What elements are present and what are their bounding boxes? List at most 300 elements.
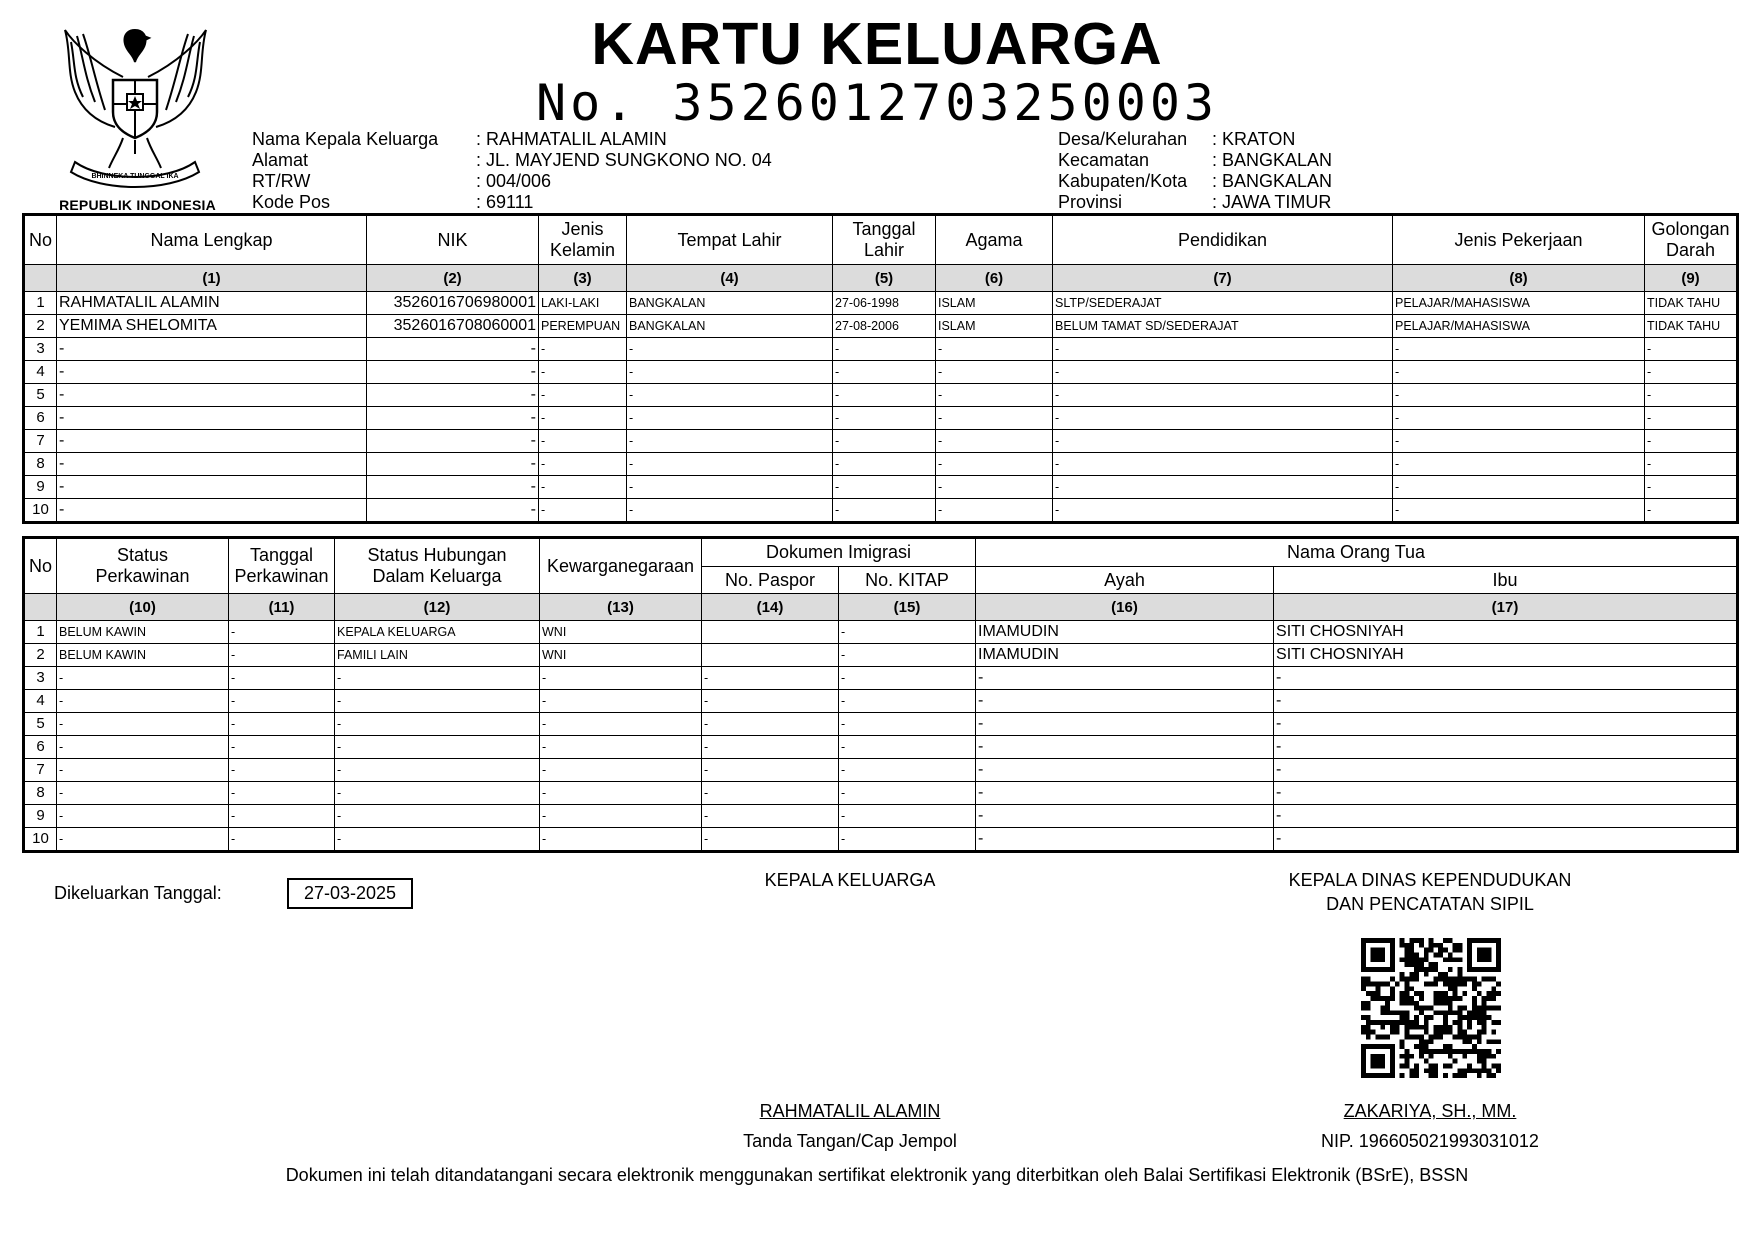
info-value: : 69111: [476, 192, 534, 212]
table-cell: -: [57, 667, 229, 690]
table-row: [24, 713, 1738, 736]
table-cell: -: [1274, 828, 1738, 852]
table-cell: -: [539, 384, 627, 407]
table-cell: -: [367, 499, 539, 523]
info-label: Alamat: [252, 150, 309, 170]
table-cell: -: [839, 736, 976, 759]
table1-number-row: [24, 265, 1738, 292]
table-cell: -: [976, 828, 1274, 852]
table-cell: -: [936, 453, 1053, 476]
col-kewarganegaraan: Kewarganegaraan: [540, 538, 702, 594]
table-cell: 7: [24, 759, 57, 782]
table-cell: TIDAK TAHU: [1645, 292, 1738, 315]
column-number: (11): [229, 594, 335, 621]
info-row: [252, 150, 772, 171]
table-cell: -: [627, 430, 833, 453]
table-cell: -: [1645, 361, 1738, 384]
table-row: [24, 621, 1738, 644]
table-cell: -: [627, 338, 833, 361]
table-cell: -: [229, 828, 335, 852]
column-number: (6): [936, 265, 1053, 292]
table-cell: -: [976, 690, 1274, 713]
table-cell: -: [229, 713, 335, 736]
table-cell: -: [57, 338, 367, 361]
col-jenis-kelamin: [539, 215, 627, 265]
info-value: : BANGKALAN: [1212, 171, 1333, 191]
table-cell: [702, 621, 839, 644]
table-cell: -: [839, 690, 976, 713]
col-ibu: Ibu: [1274, 567, 1738, 594]
header-line: Darah: [1665, 240, 1716, 260]
table-row: [24, 499, 1738, 523]
col-agama: Agama: [936, 215, 1053, 265]
table-row: [24, 453, 1738, 476]
table-cell: -: [57, 430, 367, 453]
table-cell: -: [229, 782, 335, 805]
qr-code-icon: [1361, 938, 1501, 1078]
table-cell: BELUM TAMAT SD/SEDERAJAT: [1053, 315, 1393, 338]
table-cell: -: [976, 713, 1274, 736]
table-cell: -: [57, 384, 367, 407]
column-number: (2): [367, 265, 539, 292]
table-cell: -: [229, 736, 335, 759]
table-cell: -: [1645, 430, 1738, 453]
info-value: : JL. MAYJEND SUNGKONO NO. 04: [476, 150, 772, 170]
table-cell: -: [335, 667, 540, 690]
table-cell: -: [335, 759, 540, 782]
table-cell: -: [627, 407, 833, 430]
table-row: [24, 690, 1738, 713]
table-cell: -: [702, 667, 839, 690]
header-line: Kelamin: [549, 240, 616, 260]
table-cell: -: [57, 453, 367, 476]
table-cell: -: [1053, 476, 1393, 499]
table-row: [24, 759, 1738, 782]
col-no: No: [24, 538, 57, 594]
table-cell: -: [540, 828, 702, 852]
table-cell: 2: [24, 644, 57, 667]
household-info-right: [1058, 129, 1332, 213]
table-cell: -: [627, 361, 833, 384]
dept-title-line: DAN PENCATATAN SIPIL: [1326, 894, 1534, 914]
column-number: (3): [539, 265, 627, 292]
family-members-table: [22, 213, 1739, 524]
table-cell: SLTP/SEDERAJAT: [1053, 292, 1393, 315]
col-tempat-lahir: Tempat Lahir: [627, 215, 833, 265]
table-cell: -: [1393, 476, 1645, 499]
table-cell: -: [539, 361, 627, 384]
info-row: [252, 129, 772, 150]
dept-signature-title: [1230, 868, 1630, 916]
table-cell: 8: [24, 453, 57, 476]
table-cell: 9: [24, 476, 57, 499]
column-number: (17): [1274, 594, 1738, 621]
table-cell: -: [1274, 759, 1738, 782]
table-cell: -: [702, 782, 839, 805]
table-cell: -: [833, 499, 936, 523]
table2-header-row-1: [24, 538, 1738, 567]
table-cell: 3: [24, 667, 57, 690]
table-cell: [702, 644, 839, 667]
table-cell: -: [229, 667, 335, 690]
col-nama: Nama Lengkap: [57, 215, 367, 265]
emblem-label: REPUBLIK INDONESIA: [59, 197, 216, 213]
table-cell: -: [229, 690, 335, 713]
column-number: (9): [1645, 265, 1738, 292]
table-cell: -: [833, 453, 936, 476]
table-cell: -: [335, 736, 540, 759]
header-line: Jenis: [561, 219, 604, 239]
table-cell: -: [976, 667, 1274, 690]
table-cell: -: [702, 759, 839, 782]
table-cell: 27-08-2006: [833, 315, 936, 338]
table-row: [24, 476, 1738, 499]
table-row: [24, 407, 1738, 430]
info-label: Kode Pos: [252, 192, 331, 212]
table-cell: -: [539, 430, 627, 453]
info-row: [252, 171, 772, 192]
table-cell: -: [936, 430, 1053, 453]
table-cell: -: [367, 430, 539, 453]
table-cell: -: [1053, 430, 1393, 453]
table-cell: -: [702, 690, 839, 713]
info-value: : 004/006: [476, 171, 552, 191]
info-label: Provinsi: [1058, 192, 1123, 212]
info-label: RT/RW: [252, 171, 311, 191]
table-cell: -: [702, 805, 839, 828]
table-cell: -: [539, 338, 627, 361]
col-dokumen-imigrasi: Dokumen Imigrasi: [702, 538, 976, 567]
table-cell: -: [540, 782, 702, 805]
table-cell: -: [1053, 384, 1393, 407]
table-cell: -: [936, 384, 1053, 407]
table-cell: -: [976, 782, 1274, 805]
table-cell: -: [57, 476, 367, 499]
column-number: (5): [833, 265, 936, 292]
table-cell: PELAJAR/MAHASISWA: [1393, 292, 1645, 315]
table-cell: -: [936, 476, 1053, 499]
table-cell: -: [702, 736, 839, 759]
table-cell: -: [1393, 407, 1645, 430]
table-cell: -: [1053, 499, 1393, 523]
table-row: [24, 361, 1738, 384]
motto-text: BHINNEKA TUNGGAL IKA: [91, 173, 179, 180]
table-cell: KEPALA KELUARGA: [335, 621, 540, 644]
table-cell: -: [57, 805, 229, 828]
table-cell: FAMILI LAIN: [335, 644, 540, 667]
table-cell: YEMIMA SHELOMITA: [57, 315, 367, 338]
table-cell: -: [1053, 361, 1393, 384]
table-cell: -: [367, 361, 539, 384]
col-status-hubungan: [335, 538, 540, 594]
table-cell: SITI CHOSNIYAH: [1274, 621, 1738, 644]
dept-signature-nip: NIP. 196605021993031012: [1321, 1131, 1539, 1151]
table-cell: -: [367, 338, 539, 361]
table-cell: -: [936, 338, 1053, 361]
table-cell: -: [839, 759, 976, 782]
info-label: Nama Kepala Keluarga: [252, 129, 439, 149]
table-cell: -: [335, 828, 540, 852]
table-cell: -: [1053, 453, 1393, 476]
table-cell: -: [57, 736, 229, 759]
table-cell: SITI CHOSNIYAH: [1274, 644, 1738, 667]
table-cell: -: [839, 782, 976, 805]
table-cell: ISLAM: [936, 315, 1053, 338]
header-line: Tanggal: [249, 545, 314, 565]
table-cell: -: [839, 828, 976, 852]
header-line: Status Hubungan: [367, 545, 507, 565]
table-cell: -: [57, 407, 367, 430]
table-cell: -: [540, 713, 702, 736]
col-no-kitap: No. KITAP: [839, 567, 976, 594]
table-cell: -: [539, 499, 627, 523]
column-number: (4): [627, 265, 833, 292]
table-cell: -: [833, 338, 936, 361]
table-cell: -: [839, 644, 976, 667]
col-golongan-darah: [1645, 215, 1738, 265]
column-number: (13): [540, 594, 702, 621]
table-cell: -: [539, 453, 627, 476]
table-cell: -: [976, 805, 1274, 828]
table-cell: PEREMPUAN: [539, 315, 627, 338]
col-tanggal-lahir: [833, 215, 936, 265]
table1-header-row: [24, 215, 1738, 265]
footer-note: Dokumen ini telah ditandatangani secara elektronik menggunakan sertifikat elektronik yang diterbitkan oleh Balai Sertifikasi Elektronik (BSrE), BSSN: [285, 1165, 1469, 1185]
table-cell: -: [702, 713, 839, 736]
header-line: Lahir: [863, 240, 905, 260]
table-cell: -: [936, 361, 1053, 384]
household-info-left: [252, 129, 772, 213]
column-number: (15): [839, 594, 976, 621]
table-cell: -: [839, 667, 976, 690]
table-cell: 1: [24, 292, 57, 315]
table-cell: -: [936, 407, 1053, 430]
column-number: (7): [1053, 265, 1393, 292]
table-cell: ISLAM: [936, 292, 1053, 315]
number-cell-empty: [24, 265, 57, 292]
issued-date-label: Dikeluarkan Tanggal:: [54, 883, 222, 903]
info-label: Kecamatan: [1058, 150, 1150, 170]
table-cell: WNI: [540, 644, 702, 667]
col-pekerjaan: Jenis Pekerjaan: [1393, 215, 1645, 265]
table-cell: -: [976, 736, 1274, 759]
table-cell: -: [57, 759, 229, 782]
info-value: : RAHMATALIL ALAMIN: [476, 129, 667, 149]
table-cell: 3: [24, 338, 57, 361]
table-cell: LAKI-LAKI: [539, 292, 627, 315]
table-cell: -: [1645, 499, 1738, 523]
column-number: (10): [57, 594, 229, 621]
head-signature-name: RAHMATALIL ALAMIN: [759, 1101, 941, 1121]
col-nik: NIK: [367, 215, 539, 265]
table-cell: -: [627, 384, 833, 407]
table-cell: 5: [24, 713, 57, 736]
table-cell: IMAMUDIN: [976, 621, 1274, 644]
table-row: [24, 805, 1738, 828]
col-nama-orang-tua: Nama Orang Tua: [976, 538, 1738, 567]
family-status-table: [22, 536, 1739, 853]
table-cell: 6: [24, 407, 57, 430]
table-cell: 10: [24, 499, 57, 523]
table-cell: -: [540, 667, 702, 690]
table-cell: -: [229, 759, 335, 782]
table-cell: -: [1053, 407, 1393, 430]
kk-number: No. 3526012703250003: [535, 74, 1219, 132]
dept-signature-name: ZAKARIYA, SH., MM.: [1343, 1101, 1517, 1121]
header-line: Perkawinan: [234, 566, 329, 586]
col-pendidikan: Pendidikan: [1053, 215, 1393, 265]
table-cell: -: [1393, 361, 1645, 384]
table-cell: -: [57, 499, 367, 523]
table-cell: -: [627, 499, 833, 523]
table-cell: -: [540, 805, 702, 828]
table-cell: -: [1645, 407, 1738, 430]
column-number: (12): [335, 594, 540, 621]
head-signature-title: KEPALA KELUARGA: [764, 870, 936, 890]
header-line: Golongan: [1651, 219, 1730, 239]
table-cell: 27-06-1998: [833, 292, 936, 315]
table-cell: -: [1274, 690, 1738, 713]
table-row: [24, 384, 1738, 407]
table-cell: -: [57, 782, 229, 805]
table-row: [24, 828, 1738, 852]
info-row: [1058, 192, 1332, 213]
table-cell: -: [367, 407, 539, 430]
table-cell: -: [335, 690, 540, 713]
table-row: [24, 667, 1738, 690]
table-cell: -: [1274, 713, 1738, 736]
info-row: [1058, 171, 1332, 192]
table-cell: -: [1645, 338, 1738, 361]
table-cell: -: [936, 499, 1053, 523]
table-cell: -: [540, 690, 702, 713]
table-cell: -: [539, 476, 627, 499]
table-cell: -: [540, 759, 702, 782]
table-cell: 1: [24, 621, 57, 644]
table2-number-row: [24, 594, 1738, 621]
info-value: : JAWA TIMUR: [1212, 192, 1332, 212]
table-cell: -: [833, 430, 936, 453]
table-cell: -: [1393, 499, 1645, 523]
table-row: [24, 736, 1738, 759]
header-line: Tanggal: [852, 219, 916, 239]
info-row: [1058, 150, 1332, 171]
table-cell: -: [1274, 782, 1738, 805]
table-cell: -: [1645, 384, 1738, 407]
table-cell: -: [1393, 430, 1645, 453]
info-value: : KRATON: [1212, 129, 1296, 149]
col-tanggal-perkawinan: [229, 538, 335, 594]
info-row: [252, 192, 772, 213]
table-cell: -: [367, 453, 539, 476]
table-cell: -: [367, 384, 539, 407]
table-cell: 8: [24, 782, 57, 805]
header-line: Status: [116, 545, 169, 565]
col-no: No: [24, 215, 57, 265]
table-row: [24, 430, 1738, 453]
table-cell: 4: [24, 690, 57, 713]
table-cell: -: [627, 453, 833, 476]
table-cell: -: [540, 736, 702, 759]
table-cell: -: [335, 713, 540, 736]
document-title: KARTU KELUARGA: [591, 11, 1163, 77]
table-cell: -: [1274, 805, 1738, 828]
table-cell: 9: [24, 805, 57, 828]
table-cell: -: [539, 407, 627, 430]
table-cell: 10: [24, 828, 57, 852]
table-cell: -: [335, 805, 540, 828]
table-cell: -: [57, 828, 229, 852]
info-row: [1058, 129, 1332, 150]
number-cell-empty: [24, 594, 57, 621]
table-cell: BELUM KAWIN: [57, 644, 229, 667]
column-number: (1): [57, 265, 367, 292]
col-status-perkawinan: [57, 538, 229, 594]
table-cell: TIDAK TAHU: [1645, 315, 1738, 338]
table-cell: 3526016706980001: [367, 292, 539, 315]
table-cell: WNI: [540, 621, 702, 644]
table-cell: -: [833, 384, 936, 407]
table-cell: -: [833, 361, 936, 384]
table-cell: -: [1645, 453, 1738, 476]
info-label: Desa/Kelurahan: [1058, 129, 1188, 149]
table-cell: -: [57, 713, 229, 736]
head-signature-caption: Tanda Tangan/Cap Jempol: [743, 1131, 957, 1151]
table-cell: -: [335, 782, 540, 805]
table-cell: 6: [24, 736, 57, 759]
table-cell: -: [367, 476, 539, 499]
table-row: [24, 338, 1738, 361]
table-cell: -: [1274, 667, 1738, 690]
table-cell: -: [1274, 736, 1738, 759]
table-cell: -: [1393, 453, 1645, 476]
table-cell: BANGKALAN: [627, 292, 833, 315]
issued-date-value: 27-03-2025: [287, 878, 413, 909]
table-cell: -: [1053, 338, 1393, 361]
table-cell: -: [229, 805, 335, 828]
table-row: [24, 782, 1738, 805]
info-value: : BANGKALAN: [1212, 150, 1333, 170]
table-cell: -: [1393, 338, 1645, 361]
col-ayah: Ayah: [976, 567, 1274, 594]
table-cell: -: [839, 621, 976, 644]
table-row: [24, 644, 1738, 667]
header-line: Dalam Keluarga: [372, 566, 502, 586]
table-cell: 5: [24, 384, 57, 407]
table-cell: RAHMATALIL ALAMIN: [57, 292, 367, 315]
table-cell: -: [1645, 476, 1738, 499]
table-cell: BANGKALAN: [627, 315, 833, 338]
table-cell: -: [229, 644, 335, 667]
table-cell: -: [57, 690, 229, 713]
table-cell: -: [976, 759, 1274, 782]
table-row: [24, 292, 1738, 315]
column-number: (8): [1393, 265, 1645, 292]
table-cell: -: [833, 407, 936, 430]
dept-title-line: KEPALA DINAS KEPENDUDUKAN: [1288, 870, 1572, 890]
table-cell: -: [702, 828, 839, 852]
column-number: (14): [702, 594, 839, 621]
table-cell: -: [57, 361, 367, 384]
table-cell: -: [229, 621, 335, 644]
header-line: Perkawinan: [95, 566, 190, 586]
info-label: Kabupaten/Kota: [1058, 171, 1188, 191]
table-cell: -: [839, 713, 976, 736]
table-cell: -: [839, 805, 976, 828]
table-cell: -: [1393, 384, 1645, 407]
table-cell: IMAMUDIN: [976, 644, 1274, 667]
column-number: (16): [976, 594, 1274, 621]
